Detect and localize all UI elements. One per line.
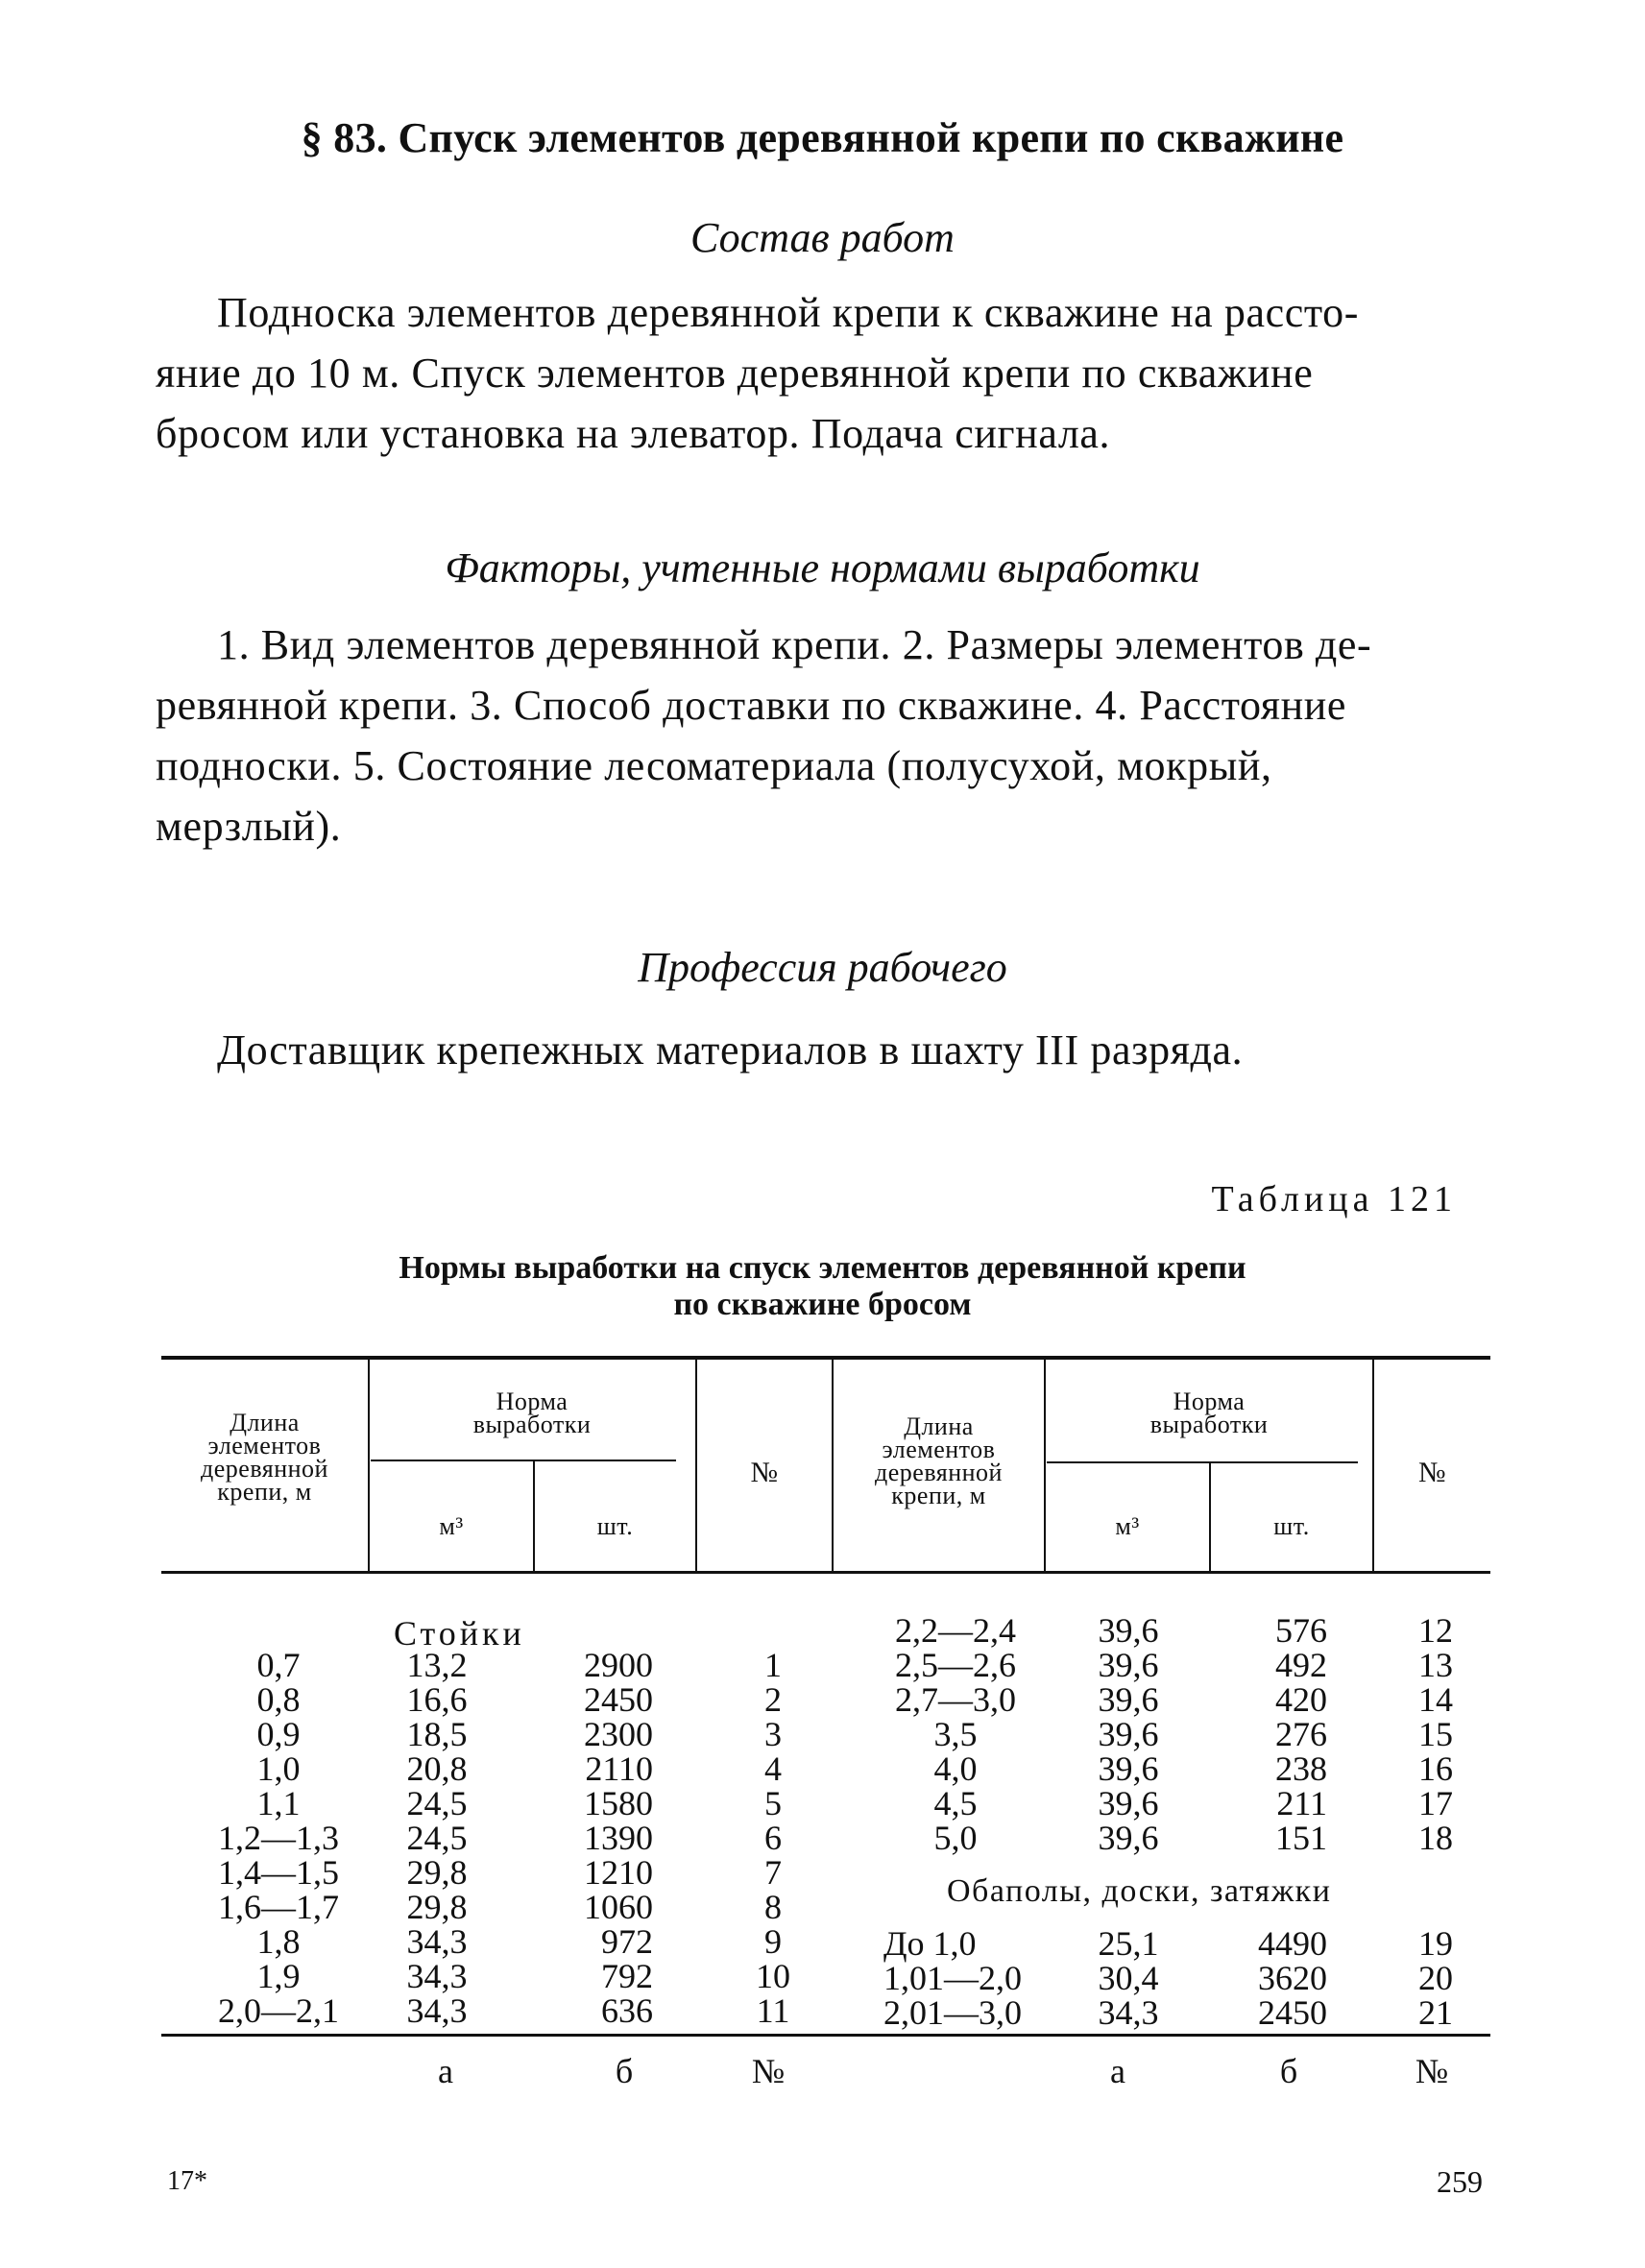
table-cell: 18 — [1418, 1819, 1453, 1857]
table-cell: 2,7—3,0 — [895, 1680, 1016, 1719]
table-cell: 3 — [764, 1715, 782, 1753]
table-cell: 12 — [1418, 1611, 1453, 1650]
table-cell: 2,5—2,6 — [895, 1646, 1016, 1684]
table-cell: 24,5 — [406, 1784, 468, 1822]
table-cell: 2 — [764, 1680, 782, 1719]
table-cell: 14 — [1418, 1680, 1453, 1719]
factors-line: ревянной крепи. 3. Способ доставки по скважине. 4. Расстояние — [156, 682, 1347, 729]
norm-sub-rule-left — [371, 1460, 676, 1461]
table-cell: 492 — [1275, 1646, 1327, 1684]
table-cell: 1 — [764, 1646, 782, 1684]
table-label: Таблица 121 — [1211, 1179, 1457, 1219]
table-cell: 1,01—2,0 — [883, 1959, 1022, 1997]
page-number: 259 — [1437, 2164, 1483, 2199]
table-cell: 30,4 — [1098, 1959, 1159, 1997]
table-top-rule — [161, 1356, 1490, 1360]
table-cell: 21 — [1418, 1993, 1453, 2032]
table-cell: 39,6 — [1098, 1611, 1159, 1650]
page-signature: 17* — [167, 2166, 207, 2196]
table-cell: 1060 — [584, 1888, 653, 1926]
table-title-line: по скважине бросом — [673, 1287, 972, 1322]
table-cell: 276 — [1275, 1715, 1327, 1753]
factors-line: 1. Вид элементов деревянной крепи. 2. Размеры элементов де- — [217, 621, 1372, 668]
table-cell: 18,5 — [406, 1715, 468, 1753]
factors-heading: Факторы, учтенные нормами выработки — [445, 544, 1200, 591]
profession-heading: Профессия рабочего — [638, 944, 1007, 991]
table-cell: 238 — [1275, 1749, 1327, 1788]
factors-line: подноски. 5. Состояние лесоматериала (полусухой, мокрый, — [156, 742, 1272, 789]
table-cell: 39,6 — [1098, 1749, 1159, 1788]
factors-text — [156, 615, 1495, 857]
table-cell: 8 — [764, 1888, 782, 1926]
table-cell: 34,3 — [406, 1991, 468, 2030]
table-cell: 39,6 — [1098, 1784, 1159, 1822]
table-cell: 15 — [1418, 1715, 1453, 1753]
table-cell: 972 — [601, 1922, 653, 1961]
table-cell: 0,9 — [256, 1715, 301, 1753]
table-cell: 34,3 — [1098, 1993, 1159, 2032]
table-cell: 792 — [601, 1957, 653, 1995]
table-cell: 1,9 — [256, 1957, 301, 1995]
profession-line: Доставщик крепежных материалов в шахту III разряда. — [217, 1026, 1244, 1074]
table-cell: 0,8 — [256, 1680, 301, 1719]
table-cell: 2300 — [584, 1715, 653, 1753]
table-cell: 3,5 — [933, 1715, 978, 1753]
table-cell: До 1,0 — [883, 1924, 977, 1963]
header-m3-left: м³ — [439, 1512, 464, 1540]
table-cell: 4,5 — [933, 1784, 978, 1822]
table-cell: 1210 — [584, 1853, 653, 1892]
composition-line: бросом или установка на элеватор. Подача сигнала. — [156, 410, 1111, 457]
table-cell: 151 — [1275, 1819, 1327, 1857]
table-cell: 4 — [764, 1749, 782, 1788]
header-pcs-right: шт. — [1273, 1512, 1310, 1540]
table-header-rule — [161, 1571, 1490, 1574]
table-cell: 34,3 — [406, 1957, 468, 1995]
table-cell: 16 — [1418, 1749, 1453, 1788]
table-cell: 39,6 — [1098, 1680, 1159, 1719]
table-cell: 576 — [1275, 1611, 1327, 1650]
table-cell: 16,6 — [406, 1680, 468, 1719]
table-cell: 13,2 — [406, 1646, 468, 1684]
footer-a-right: а — [1110, 2052, 1125, 2090]
table-cell: 25,1 — [1098, 1924, 1159, 1963]
footer-a-left: а — [438, 2052, 453, 2090]
table-cell: 29,8 — [406, 1888, 468, 1926]
table-cell: 1390 — [584, 1819, 653, 1857]
factors-line: мерзлый). — [156, 803, 342, 850]
table-cell: 2450 — [584, 1680, 653, 1719]
footer-no-left: № — [751, 2052, 786, 2090]
table-cell: 5 — [764, 1784, 782, 1822]
table-cell: 2450 — [1258, 1993, 1327, 2032]
table-cell: 4,0 — [933, 1749, 978, 1788]
norm-sub-rule-right — [1047, 1461, 1358, 1463]
table-cell: 5,0 — [933, 1819, 978, 1857]
table-cell: 20 — [1418, 1959, 1453, 1997]
header-pcs-left: шт. — [596, 1512, 634, 1540]
table-cell: 4490 — [1258, 1924, 1327, 1963]
table-cell: 1,0 — [256, 1749, 301, 1788]
table-cell: 39,6 — [1098, 1819, 1159, 1857]
table-cell: 211 — [1276, 1784, 1327, 1822]
table-cell: 34,3 — [406, 1922, 468, 1961]
table-cell: 29,8 — [406, 1853, 468, 1892]
table-cell: 1,8 — [256, 1922, 301, 1961]
table-title-line: Нормы выработки на спуск элементов деревянной крепи — [399, 1250, 1246, 1286]
table-cell: 1580 — [584, 1784, 653, 1822]
table-title — [0, 1250, 1645, 1323]
table-cell: 2,0—2,1 — [218, 1991, 339, 2030]
table-cell: 17 — [1418, 1784, 1453, 1822]
table-cell: 2110 — [585, 1749, 653, 1788]
section-title: § 83. Спуск элементов деревянной крепи по скважине — [301, 114, 1344, 161]
table-cell: 13 — [1418, 1646, 1453, 1684]
table-cell: 420 — [1275, 1680, 1327, 1719]
table-cell: 19 — [1418, 1924, 1453, 1963]
group-label-boards: Обаполы, доски, затяжки — [947, 1873, 1332, 1909]
table-cell: 9 — [764, 1922, 782, 1961]
header-norm-right: Норма выработки — [1149, 1387, 1269, 1438]
table-cell: 1,1 — [256, 1784, 301, 1822]
table-cell: 1,4—1,5 — [218, 1853, 339, 1892]
composition-line: яние до 10 м. Спуск элементов деревянной крепи по скважине — [156, 350, 1314, 397]
table-cell: 11 — [756, 1991, 790, 2030]
table-cell: 2900 — [584, 1646, 653, 1684]
profession-text — [156, 1020, 1495, 1080]
header-number-left: № — [750, 1457, 779, 1488]
table-cell: 2,2—2,4 — [895, 1611, 1016, 1650]
table-cell: 636 — [601, 1991, 653, 2030]
table-cell: 20,8 — [406, 1749, 468, 1788]
table-cell: 24,5 — [406, 1819, 468, 1857]
header-m3-right: м³ — [1115, 1512, 1140, 1540]
table-cell: 10 — [756, 1957, 790, 1995]
table-bottom-rule — [161, 2034, 1490, 2037]
header-norm-left: Норма выработки — [472, 1387, 592, 1438]
table-cell: 39,6 — [1098, 1646, 1159, 1684]
composition-heading: Состав работ — [690, 214, 955, 261]
group-label-posts: Стойки — [394, 1614, 525, 1653]
table-cell: 3620 — [1258, 1959, 1327, 1997]
header-length-left: Длина элементов деревянной крепи, м — [201, 1409, 328, 1506]
table-cell: 2,01—3,0 — [883, 1993, 1022, 2032]
table-cell: 0,7 — [256, 1646, 301, 1684]
composition-text — [156, 282, 1495, 464]
table-cell: 39,6 — [1098, 1715, 1159, 1753]
table-cell: 1,2—1,3 — [218, 1819, 339, 1857]
table-cell: 7 — [764, 1853, 782, 1892]
footer-b-right: б — [1279, 2052, 1298, 2090]
footer-no-right: № — [1415, 2052, 1449, 2090]
header-number-right: № — [1417, 1457, 1447, 1488]
footer-b-left: б — [615, 2052, 634, 2090]
header-length-right: Длина элементов деревянной крепи, м — [875, 1412, 1003, 1509]
composition-line: Подноска элементов деревянной крепи к скважине на рассто- — [217, 289, 1359, 336]
table-cell: 1,6—1,7 — [218, 1888, 339, 1926]
table-cell: 6 — [764, 1819, 782, 1857]
